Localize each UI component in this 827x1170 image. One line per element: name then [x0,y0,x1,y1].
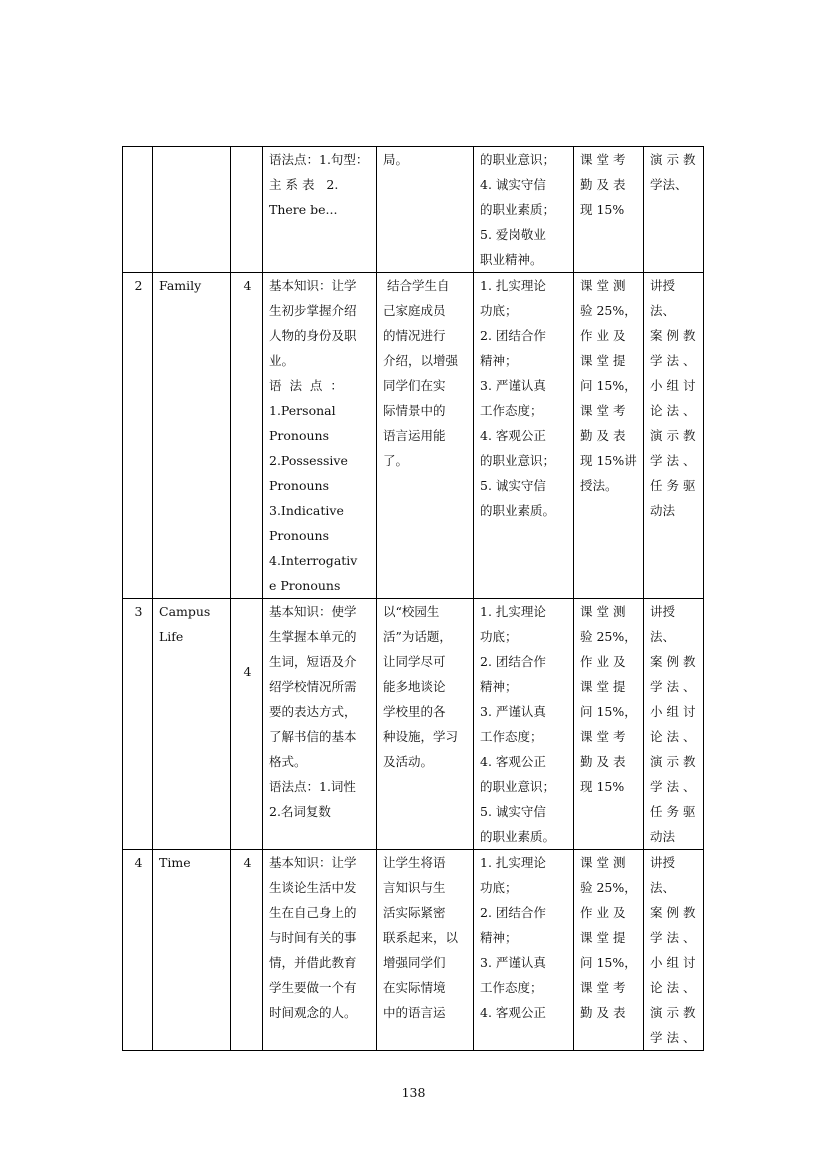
methods-cell: 讲授法、 案 例 教 学 法 、 小 组 讨 论 法 、 演 示 教 学 法 、 任 务 驱 动法 [644,599,704,850]
knowledge-cell: 基本知识：让学 生初步掌握介绍 人物的身份及职 业。 语 法 点 ： 1.Personal Pronouns 2.Possessive Pronouns 3.Indicative Pronouns 4.Interrogativ e Pronouns [263,273,377,599]
quality-cell: 1. 扎实理论 功底； 2. 团结合作 精神； 3. 严谨认真 工作态度； 4. 客观公正 的职业意识； 5. 诚实守信 的职业素质。 [474,273,574,599]
table-row [123,147,704,273]
hours-cell: 4 [231,599,263,850]
methods-cell: 讲授法、 案 例 教 学 法 、 小 组 讨 论 法 、 演 示 教 学 法 、 任 务 驱 动法 [644,273,704,599]
methods-cell: 讲授法、 案 例 教 学 法 、 小 组 讨 论 法 、 演 示 教 学 法 、 [644,850,704,1051]
table-row [123,273,704,599]
table-row [123,850,704,1051]
quality-cell: 1. 扎实理论 功底； 2. 团结合作 精神； 3. 严谨认真 工作态度； 4. 客观公正 [474,850,574,1051]
knowledge-cell: 基本知识：使学 生掌握本单元的 生词，短语及介 绍学校情况所需 要的表达方式， 了解书信的基本 格式。 语法点：1.词性 2.名词复数 [263,599,377,850]
context-cell: 让学生将语 言知识与生 活实际紧密 联系起来，以 增强同学们 在实际情境 中的语言运 [377,850,474,1051]
syllabus-table [122,146,704,1051]
unit-number-cell: 3 [123,599,153,850]
assessment-cell: 课 堂 测 验 25%， 作 业 及 课 堂 提 问 15%， 课 堂 考 勤 及 表 [574,850,644,1051]
unit-number-cell: 4 [123,850,153,1051]
context-cell: 局。 [377,147,474,273]
unit-number-cell [123,147,153,273]
hours-cell [231,147,263,273]
knowledge-cell: 基本知识：让学 生谈论生活中发 生在自己身上的 与时间有关的事 情，并借此教育 学生要做一个有 时间观念的人。 [263,850,377,1051]
unit-name-cell: Campus Life [153,599,231,850]
assessment-cell: 课 堂 测 验 25%， 作 业 及 课 堂 提 问 15%， 课 堂 考 勤 及 表 现 15%讲 授法。 [574,273,644,599]
knowledge-cell: 语法点：1.句型： 主 系 表 2. There be... [263,147,377,273]
quality-cell: 1. 扎实理论 功底； 2. 团结合作 精神； 3. 严谨认真 工作态度； 4. 客观公正 的职业意识； 5. 诚实守信 的职业素质。 [474,599,574,850]
context-cell: 结合学生自 己家庭成员 的情况进行 介绍，以增强 同学们在实 际情景中的 语言运用能 了。 [377,273,474,599]
page-number: 138 [401,1085,426,1100]
assessment-cell: 课 堂 测 验 25%， 作 业 及 课 堂 提 问 15%， 课 堂 考 勤 及 表 现 15% [574,599,644,850]
unit-name-cell: Family [153,273,231,599]
methods-cell: 演 示 教 学法、 [644,147,704,273]
hours-cell: 4 [231,850,263,1051]
unit-name-cell [153,147,231,273]
unit-number-cell: 2 [123,273,153,599]
assessment-cell: 课 堂 考 勤 及 表 现 15% [574,147,644,273]
quality-cell: 的职业意识； 4. 诚实守信 的职业素质； 5. 爱岗敬业 职业精神。 [474,147,574,273]
hours-cell: 4 [231,273,263,599]
table-row [123,599,704,850]
unit-name-cell: Time [153,850,231,1051]
context-cell: 以“校园生 活”为话题， 让同学尽可 能多地谈论 学校里的各 种设施，学习 及活动。 [377,599,474,850]
